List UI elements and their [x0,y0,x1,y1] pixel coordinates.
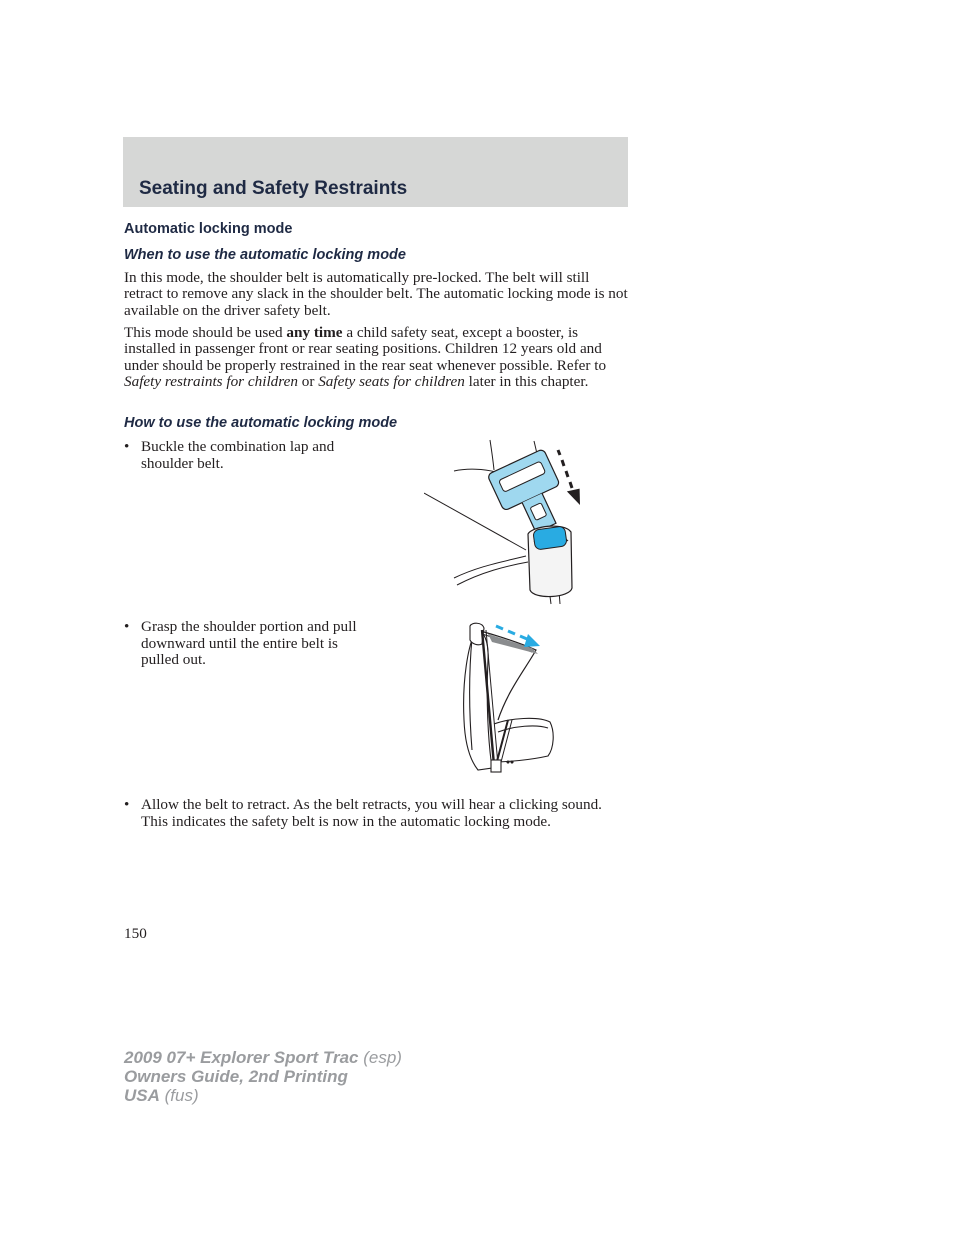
reference-safety-restraints-for-children: Safety restraints for children [124,372,298,390]
buckle-illustration [424,438,589,606]
paragraph-text: This mode should be used [124,324,287,341]
bullet-text: Buckle the combination lap and shoulder belt. [141,438,335,472]
page-number: 150 [124,925,147,942]
bullet-symbol: • [124,618,130,635]
bullet-text: Grasp the shoulder portion and pull downward until the entire belt is pulled out. [141,618,357,668]
arrow-icon [567,489,583,507]
heading-when-to-use: When to use the automatic locking mode [124,247,406,263]
paragraph-text: later in this chapter. [464,372,589,390]
footer-guide: Owners Guide, 2nd Printing [124,1067,348,1086]
heading-how-to-use: How to use the automatic locking mode [124,415,398,431]
bullet-text: Allow the belt to retract. As the belt retracts, you will hear a clicking sound. This indicates the safety belt is now in the automatic locking mode. [141,796,602,830]
footer-market: USA [124,1086,160,1105]
document-footer [124,1048,402,1105]
paragraph-mode-description: In this mode, the shoulder belt is automatically pre-locked. The belt will still retract to remove any slack in the shoulder belt. The automatic locking mode is not available on the driver safety belt. [124,269,628,319]
seat-belt-illustration [458,620,558,782]
paragraph-text: a child safety seat, except a booster, is installed in passenger front or rear seating positions. Children 12 years old and under should be properly restrained in the rear seat whenever possible. Refer to [124,324,607,374]
bullet-symbol: • [124,796,130,813]
footer-line-2 [124,1067,402,1086]
footer-vehicle: 2009 07+ Explorer Sport Trac [124,1048,359,1067]
emphasis-any-time: any time [286,324,343,341]
reference-safety-seats-for-children: Safety seats for children [318,372,465,390]
footer-line-3 [124,1086,402,1105]
heading-automatic-locking-mode: Automatic locking mode [124,221,293,237]
section-title: Seating and Safety Restraints [139,178,408,199]
paragraph-when-to-use [124,325,628,390]
footer-market-code: (fus) [159,1086,199,1105]
paragraph-text: or [297,372,319,390]
bullet-symbol: • [124,438,130,455]
footer-line-1 [124,1048,402,1067]
arrow-icon [524,634,540,647]
footer-code: (esp) [358,1048,402,1067]
